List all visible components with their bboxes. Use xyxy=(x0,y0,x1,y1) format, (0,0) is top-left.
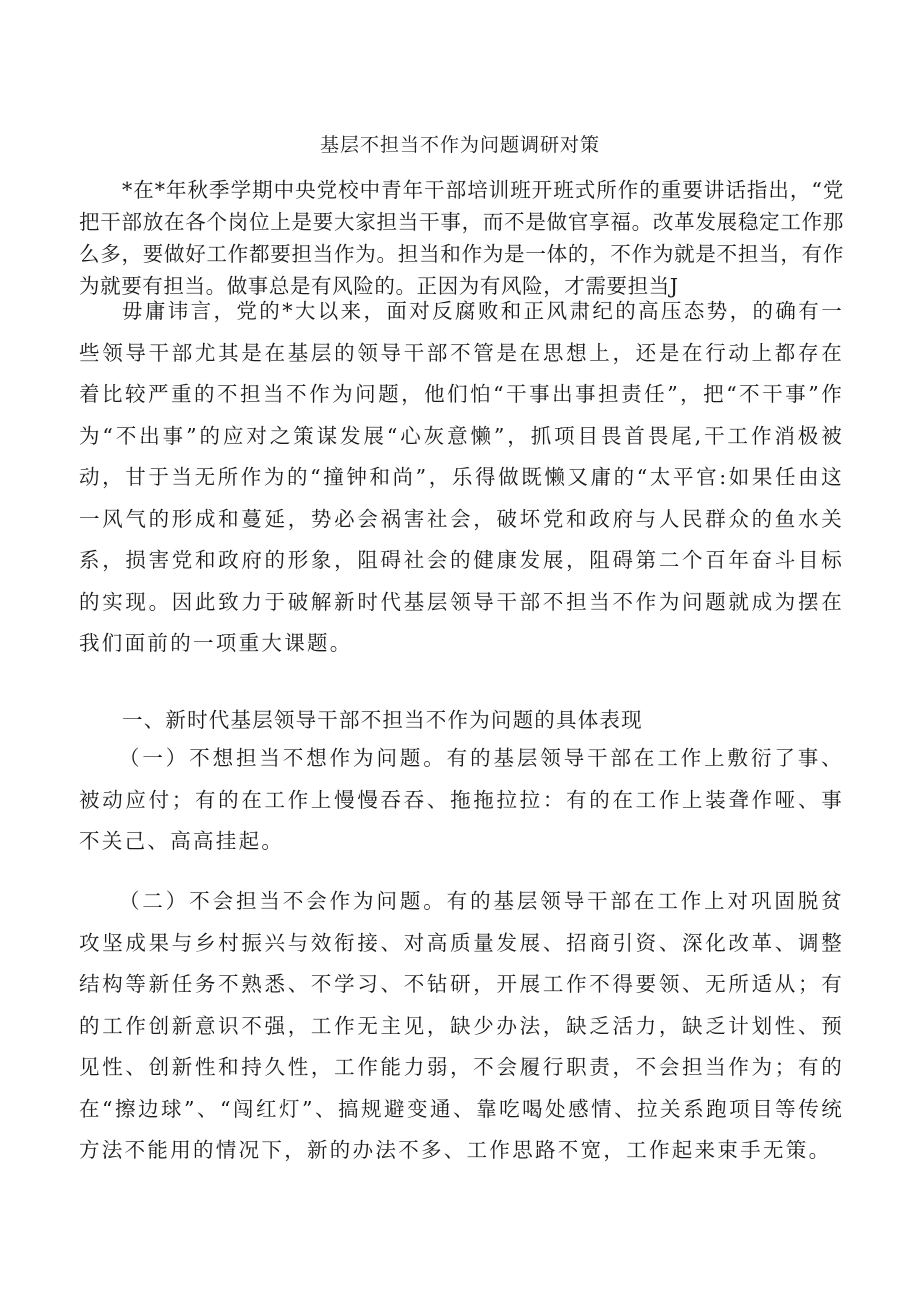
paragraph-quote: *在*年秋季学期中央党校中青年干部培训班开班式所作的重要讲话指出，“党把干部放在各个岗位上是要大家担当干事，而不是做官享福。改革发展稳定工作那么多，要做好工作都要担当作为。担当和作为是一体的，不作为就是不担当，有作为就要有担当。做事总是有风险的。正因为有风险，才需要担当J xyxy=(79,178,844,298)
document-title: 基层不担当不作为问题调研对策 xyxy=(319,134,600,156)
paragraph-point-2: （二）不会担当不会作为问题。有的基层领导干部在工作上对巩固脱贫攻坚成果与乡村振兴与效衔接、对高质量发展、招商引资、深化改革、调整结构等新任务不熟悉、不学习、不钻研，开展工作不得要领、无所适从；有的工作创新意识不强，工作无主见，缺少办法，缺乏活力，缺乏计划性、预见性、创新性和持久性，工作能力弱，不会履行职责，不会担当作为；有的在“擦边球”、“闯红灯”、搞规避变通、靠吃喝处感情、拉关系跑项目等传统方法不能用的情况下，新的办法不多、工作思路不宽，工作起来束手无策。 xyxy=(79,889,844,1162)
paragraph-background: 毋庸讳言，党的*大以来，面对反腐败和正风肃纪的高压态势，的确有一些领导干部尤其是在基层的领导干部不管是在思想上，还是在行动上都存在着比较严重的不担当不作为问题，他们怕“干事出事担责任”，把“不干事”作为“不出事”的应对之策谋发展“心灰意懒”，抓项目畏首畏尾,干工作消极被动，甘于当无所作为的“撞钟和尚”，乐得做既懒又庸的“太平官:如果任由这一风气的形成和蔓延，势必会祸害社会，破坏党和政府与人民群众的鱼水关系，损害党和政府的形象，阻碍社会的健康发展，阻碍第二个百年奋斗目标的实现。因此致力于破解新时代基层领导干部不担当不作为问题就成为摆在我们面前的一项重大课题。 xyxy=(79,299,844,655)
paragraph-point-1: （一）不想担当不想作为问题。有的基层领导干部在工作上敷衍了事、被动应付；有的在工作上慢慢吞吞、拖拖拉拉：有的在工作上装聋作哑、事不关己、高高挂起。 xyxy=(79,746,844,853)
section-heading-1: 一、新时代基层领导干部不担当不作为问题的具体表现 xyxy=(122,708,643,732)
